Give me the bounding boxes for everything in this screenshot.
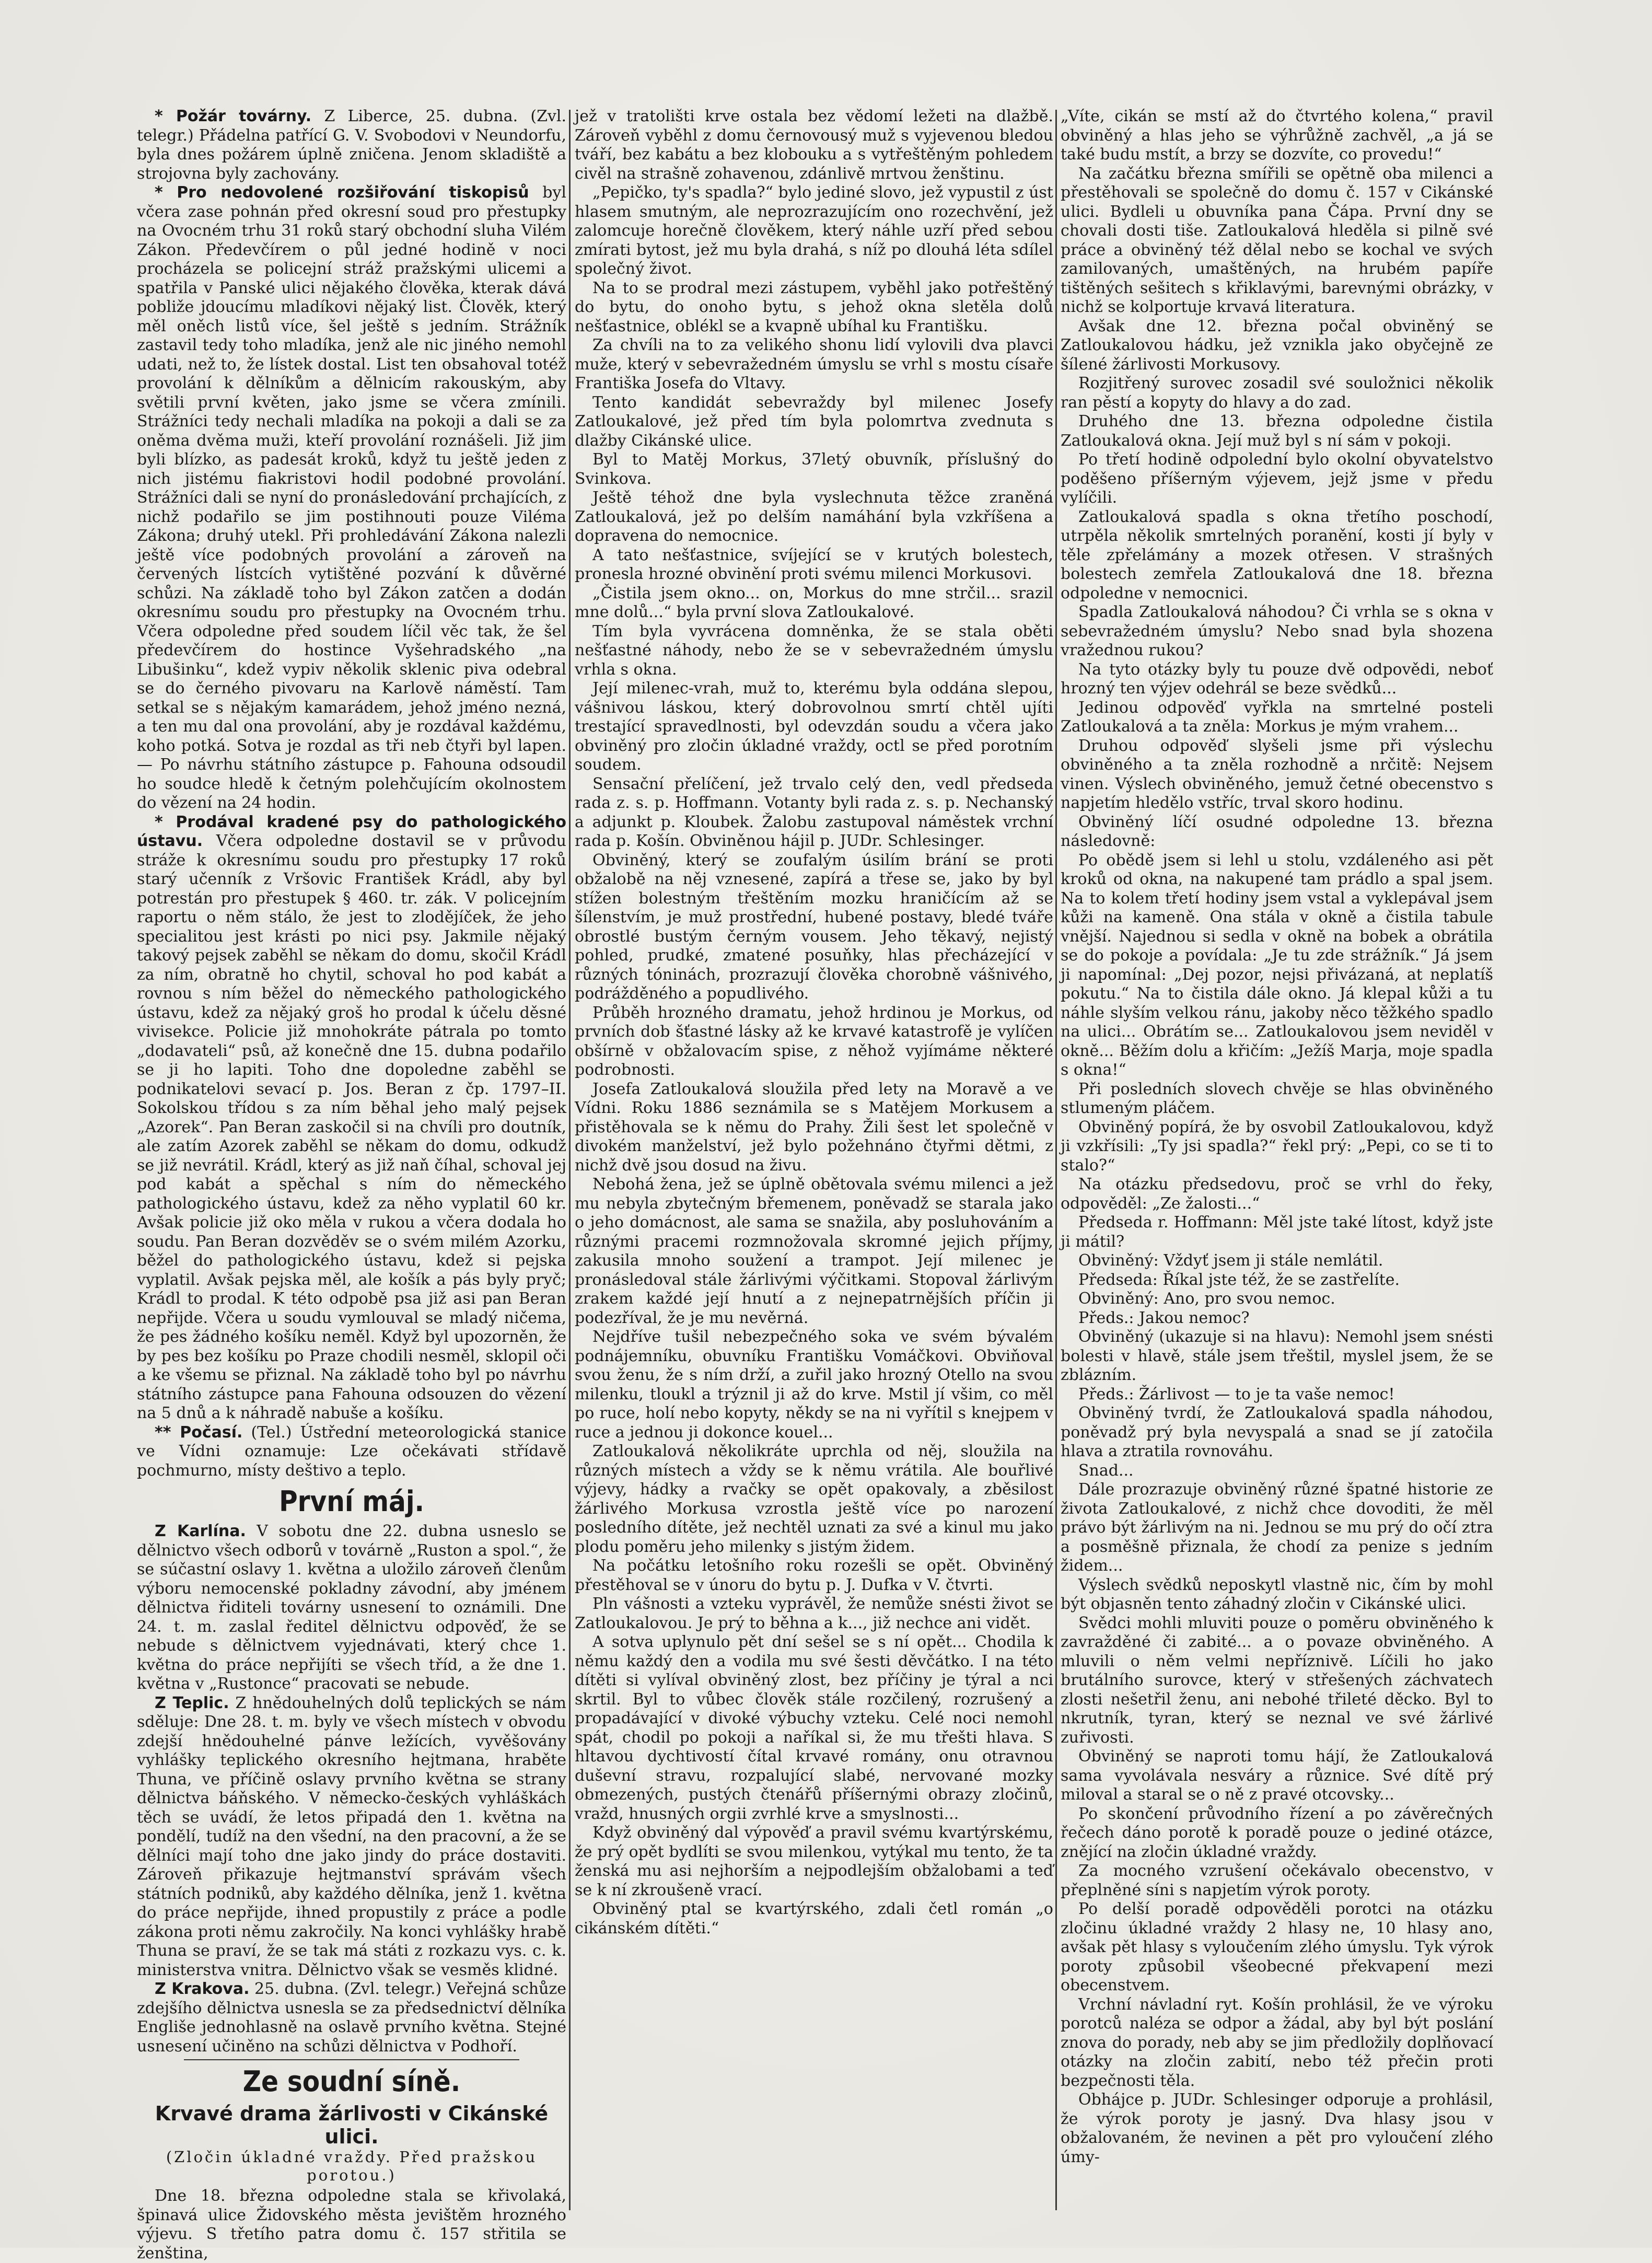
column-1 (137, 107, 567, 2262)
article-paragraph: Snad... (1078, 1461, 1134, 1480)
item-text: (Tel.) Ústřední meteorologická stanice ve Vídni oznamuje: Lze očekávati střídavě pochmurno, místy deštivo a teplo. (137, 1423, 567, 1480)
article-paragraph: Avšak dne 12. března počal obviněný se Zatloukalovou hádku, jež vznikla jako obyčejně ze šílené žárlivosti Morkusovy. (1061, 317, 1493, 374)
article-paragraph: Dne 18. března odpoledne stala se křivolaká, špinavá ulice Židovského města jevištěm hrozného výjevu. S třetího patra domu č. 157 střitila se ženština, (137, 2187, 566, 2262)
item-text: Z Liberce, 25. dubna. (Zvl. telegr.) Přádelna patřící G. V. Svobodovi v Neundorfu, byla dnes požárem úplně zničena. Jenom skladiště a strojovna byly zachovány. (137, 107, 566, 183)
article-paragraph: Obviněný tvrdí, že Zatloukalová spadla náhodou, poněvadž prý byla nevyspalá a snad se jí zatočila hlava a ztratila rovnováhu. (1061, 1404, 1493, 1460)
article-paragraph: Předs.: Žárlivost — to je ta vaše nemoc! (1078, 1385, 1395, 1403)
item-heading: ** Počasí. (155, 1423, 243, 1442)
news-item (137, 1694, 566, 1980)
article-paragraph: Na počátku letošního roku rozešli se opět. Obviněný přestěhoval se v únoru do bytu p. J. Dufka v V. čtvrti. (575, 1557, 1053, 1594)
article-paragraph: Obviněný, který se zoufalým úsilím brání se proti obžalobě na něj vznesené, zapírá a třese se, jako by byl stížen bolestným třeštěním mozku hraničícím až se šílenstvím, je muž prostřední, hubené postavy, bledé tváře obrostlé bustým černým vousem. Jeho těkavý, nejistý pohled, prudké, zmatené posuňky, hlas přecházející v různých tóninách, prozrazují člověka chorobně vášnivého, podrážděného a popudlivého. (575, 851, 1053, 1003)
article-paragraph: Obviněný líčí osudné odpoledne 13. března následovně: (1061, 813, 1493, 850)
item-text: Z hnědouhelných dolů teplických se nám sděluje: Dne 28. t. m. byly ve všech místech v obvodu zdejší hnědouhelné pánve ležících, vyvěšovány vyhlášky teplického okresního hejtmana, hraběte Thuna, ve příčině oslavy prvního května se strany dělnictva báňského. V německo-českých vyhláškách těch se uvádí, že letos připadá den 1. května na pondělí, tudíž na den všední, na den pracovní, a že se dělníci mají toho dne jako jindy do práce dostaviti. Zároveň přikazuje hejtmanství správám všech státních podniků, aby každého dělníka, jenž 1. května do práce nepřijde, ihned propustily z práce a podle zákona proti němu zakročily. Na konci vyhlášky hrabě Thuna se praví, že se tak má státi z rozkazu vys. c. k. ministerstva vnitra. Dělnictvo však se vesměs klidné. (137, 1693, 567, 1979)
article-paragraph: Obviněný (ukazuje si na hlavu): Nemohl jsem snésti bolesti v hlavě, stále jsem třeštil, myslel jsem, že se zblázním. (1061, 1328, 1493, 1384)
article-paragraph: Tento kandidát sebevraždy byl milenec Josefy Zatloukalové, jež před tím byla polomrtva zvednuta s dlažby Cikánské ulice. (575, 393, 1053, 450)
article-paragraph: Nebohá žena, jež se úplně obětovala svému milenci a jež mu nebyla zbytečným břemenem, poněvadž se starala jako o jeho domácnost, ale sama se snažila, aby posluhováním a různými pracemi rozmnožovala skromné jejich příjmy, zakusila mnoho soužení a trampot. Její milenec je pronásledoval stále žárlivými výčitkami. Stopoval žárlivým zrakem každé její hnutí a z nejnepatrnějších příčin ji podezříval, že je mu nevěrná. (575, 1175, 1053, 1327)
article-paragraph: Obviněný: Ano, pro svou nemoc. (1078, 1290, 1335, 1308)
article-paragraph: Průběh hrozného dramatu, jehož hrdinou je Morkus, od prvních dob šťastné lásky až ke krvavé katastrofě je vylíčen obšírně v obžalovacím spise, z něhož vyjímáme některé podrobnosti. (575, 1003, 1053, 1079)
section-divider (184, 2059, 519, 2060)
article-paragraph: „Čistila jsem okno... on, Morkus do mne strčil... srazil mne dolů...“ byla první slova Zatloukalové. (575, 584, 1053, 621)
news-item (137, 1522, 566, 1694)
item-text: V sobotu dne 22. dubna usneslo se dělnictvo všech odborů v továrně „Ruston a spol.“, že se súčastní oslavy 1. května a uložilo zároveň členům výboru nemocenské pokladny závodní, aby jménem dělnictva řiditeli továrny usnesení to oznámili. Dne 24. t. m. zaslal ředitel dělnictvu odpověď, že se nebude s dělnictvem vyjednávati, který chce 1. května do práce nepřijíti se všech tříd, a že dne 1. května v „Rustonce“ pracovati se nebude. (137, 1522, 566, 1693)
news-item (137, 1980, 566, 2056)
article-paragraph: A tato nešťastnice, svíjející se v krutých bolestech, pronesla hrozné obvinění proti svému milenci Morkusovi. (575, 546, 1053, 583)
item-heading: Z Krakova. (155, 1980, 250, 1998)
item-heading: * Pro nedovolené rozšiřování tiskopisů (155, 183, 529, 202)
article-paragraph: Byl to Matěj Morkus, 37letý obuvník, příslušný do Svinkova. (575, 450, 1053, 488)
article-paragraph: Zatloukalová několikráte uprchla od něj, sloužila na různých místech a vždy se k němu vrátila. Ale bouřlivé výjevy, hádky a rvačky se opět opakovaly, a zběsilost žárlivého Morkusa vzrostla ještě více po narození posledního dítěte, jež nechtěl uznati za své a kinul mu jako plodu poměru jeho milenky s jistým židem. (575, 1442, 1053, 1556)
news-item (137, 813, 566, 1423)
article-paragraph: Druhou odpověď slyšeli jsme při výslechu obviněného a ta zněla rozhodně a nrčitě: Nejsem vinen. Výslech obviněného, jemuž četné obecenstvo s napjetím hledělo vstříc, trval skoro hodinu. (1061, 736, 1493, 812)
article-paragraph: „Víte, cikán se mstí až do čtvrtého kolena,“ pravil obviněný a hlas jeho se výhrůžně zachvěl, „a já se také budu mstít, a brzy se dozvíte, co provedu!“ (1061, 107, 1493, 164)
article-paragraph: Když obviněný dal výpověď a pravil svému kvartýrskému, že prý opět bydlíti se svou milenkou, vytýkal mu tento, že ta ženská mu asi nejhorším a nejpodlejším obžalobami a teď se k ní zkroušeně vrací. (575, 1824, 1053, 1899)
article-paragraph: Svědci mohli mluviti pouze o poměru obviněného k zavražděné či zabité... a o povaze obviněného. A mluvili o něm velmi nepříznivě. Líčili ho jako brutálního surovce, který v střešených záchvatech zlosti nešetřil ženu, ani nebohé třileté děcko. Byl to nkrutník, tyran, který se neznal ve své žárlivé zuřivosti. (1061, 1614, 1493, 1747)
article-paragraph: Ještě téhož dne byla vyslechnuta těžce zraněná Zatloukalová, jež po delším namáhání byla vzkříšena a dopravena do nemocnice. (575, 489, 1053, 545)
article-paragraph: Výslech svědků neposkytl vlastně nic, čím by mohl být objasněn tento záhadný zločin v Cikánské ulici. (1061, 1575, 1493, 1613)
article-paragraph: Sensační přelíčení, jež trvalo celý den, vedl předseda rada z. s. p. Hoffmann. Votanty byli rada z. s. p. Nechanský a adjunkt p. Kloubek. Žalobu zastupoval náměstek vrchní rada p. Košín. Obviněnou hájil p. JUDr. Schlesinger. (575, 774, 1053, 850)
article-paragraph: A sotva uplynulo pět dní sešel se s ní opět... Chodila k němu každý den a vodila mu své šesti děvčátko. I na této dítěti si vylíval obviněný zlost, bez příčiny je týral a nci skrtil. Byl to vůbec člověk stále rozčilený, rozrušený a propadávající v divoké výbuchy vzteku. Celé noci nemohl spát, chodil po pokoji a naříkal si, že mu třešti hlava. S hltavou dychtivostí čítal krvavé romány, onu otravnou duševní stravu, rozpalující slabé, nervované mozky obmezených, pustých čtenářů příšernými obrazy zločinů, vražd, hnusných orgii zvrhlé krve a smyslnosti... (575, 1633, 1053, 1823)
section-title: Ze soudní síně. (242, 2065, 461, 2098)
article-paragraph: Spadla Zatloukalová náhodou? Či vrhla se s okna v sebevražedném úmyslu? Nebo snad byla shozena vražednou rukou? (1061, 603, 1493, 659)
news-item (137, 107, 566, 183)
news-item (137, 1423, 566, 1481)
article-paragraph: Předseda r. Hoffmann: Měl jste také lítost, když jste ji mátil? (1061, 1213, 1493, 1251)
article-paragraph: Obviněný: Vždyť jsem ji stále nemlátil. (1078, 1251, 1383, 1270)
article-paragraph: Po delší poradě odpověděli porotci na otázku zločinu úkladné vraždy 2 hlasy ne, 10 hlasy ano, avšak pět hlasy s vyloučením zlého úmyslu. Tyk výrok poroty způsobil všeobecné překvapení mezi obecenstvem. (1061, 1900, 1493, 1994)
article-paragraph: Jedinou odpověď vyřkla na smrtelné posteli Zatloukalová a ta zněla: Morkus je mým vrahem... (1061, 698, 1493, 736)
article-paragraph: Po třetí hodině odpolední bylo okolní obyvatelstvo poděšeno příšerným výjevem, jejž jsme v předu vylíčili. (1061, 450, 1493, 507)
article-paragraph: Obviněný ptal se kvartýrského, zdali četl román „o cikánském dítěti.“ (575, 1900, 1053, 1937)
article-paragraph: Při posledních slovech chvěje se hlas obviněného stlumeným pláčem. (1061, 1080, 1493, 1117)
article-paragraph: „Pepičko, ty's spadla?“ bylo jediné slovo, jež vypustil z úst hlasem smutným, ale neprozrazujícím ono rozechvění, jež zalomcuje horečně člověkem, který náhle uzří před sebou zmírati bytost, jež mu byla drahá, s níž po dlouhá léta sdílel společný život. (575, 183, 1053, 278)
article-paragraph: Její milenec-vrah, muž to, kterému byla oddána slepou, vášnivou láskou, který dobrovolnou smrtí chtěl ujíti trestající spravedlnosti, byl odevzdán soudu a včera jako obviněný pro zločin úkladné vraždy, octl se před porotním soudem. (575, 679, 1053, 774)
column-2 (575, 107, 1053, 2218)
article-paragraph: Na tyto otázky byly tu pouze dvě odpovědi, neboť hrozný ten výjev odehrál se beze svědků... (1061, 660, 1493, 698)
article-paragraph: Na začátku března smířili se opětně oba milenci a přestěhovali se společně do domu č. 157 v Cikánské ulici. Bydleli u obuvníka pana Čápa. První dny se chovali dosti tiše. Zatloukalová hleděla si pilně své práce a obviněný též dělal nebo se kochal ve svých zamilovaných, umaštěných, na hrubém papíře tištěných sešitech s křiklavými, barevnými obrázky, v nichž se kolportuje krvavá literatura. (1061, 164, 1493, 316)
column-rule (569, 110, 571, 2210)
item-text: byl včera zase pohnán před okresní soud pro přestupky na Ovocném trhu 31 roků starý obchodní sluha Vilém Zákon. Předevčírem o půl jedné hodině v noci procházela se policejní stráž pražskými ulicemi a spatřila v Panské ulici nějakého člověka, kterak dává pobliže jdoucímu mladíkovi nějaký list. Člověk, který měl oněch listů více, šel ještě s jedním. Strážník zastavil tedy toho mladíka, jenž ale nic jiného nemohl udati, než to, že lístek dostal. List ten obsahoval totéž provolání k dělníkům a dělnicím rakouským, aby světili první květen, jako jsme se včera zmínili. Strážníci tedy nechali mladíka na pokoji a dali se za oněma dvěma muži, kteří provolání roznášeli. Již jim byli blízko, as padesát kroků, když tu ještě jeden z nich jistému fiakristovi hodil podobné provolání. Strážníci dali se nyní do pronásledování prchajících, z nichž podařilo se jim postihnouti pouze Viléma Zákona; druhý utekl. Při prohledávání Zákona nalezli ještě více podobných provolání a zároveň na červených lístcích vytištěné pozvání k důvěrné schůzi. Na základě toho byl Zákon zatčen a dodán okresnímu soudu pro přestupky na Ovocném trhu. Včera odpoledne před soudem líčil věc tak, že šel předevčírem do hostince Vyšehradského „na Libušinku“, kdež vypiv několik sklenic piva odebral se do černého pivovaru na Karlově náměstí. Tam setkal se s nějakým kamarádem, jehož jméno nezná, a ten mu dal ona provolání, aby je rozdával každému, koho potká. Sotva je rozdal as tři neb čtyři byl lapen. — Po návrhu státního zástupce p. Fahouna odsoudil ho soudce hledě k četným polehčujícím okolnostem do vězení na 24 hodin. (137, 183, 566, 812)
section-title: První máj. (279, 1485, 424, 1518)
article-paragraph: Rozjitřený surovec zosadil své souložnici několik ran pěstí a kopyty do hlavy a do zad. (1061, 374, 1493, 412)
article-paragraph: Po skončení průvodního řízení a po závěrečných řečech dáno porotě k poradě pouze o jediné otázce, znějící na zločin úkladné vraždy. (1061, 1804, 1493, 1861)
article-paragraph: Druhého dne 13. března odpoledne čistila Zatloukalová okna. Její muž byl s ní sám v pokoji. (1061, 412, 1493, 450)
article-paragraph: Na otázku předsedovu, proč se vrhl do řeky, odpověděl: „Ze žalosti...“ (1061, 1175, 1493, 1213)
article-paragraph: Pln vášnosti a vzteku vyprávěl, že nemůže snésti život se Zatloukalovou. Je prý to běhna a k..., již nechce ani vidět. (575, 1595, 1053, 1632)
news-item (137, 183, 566, 813)
article-paragraph: Předseda: Říkal jste též, že se zastřelíte. (1078, 1270, 1400, 1289)
item-heading: Z Karlína. (155, 1522, 246, 1540)
article-paragraph: Po obědě jsem si lehl u stolu, vzdáleného asi pět kroků od okna, na nakupené tam prádlo a spal jsem. Na to kolem třetí hodiny jsem vstal a vyklepával jsem kůži na kameně. Ona stála v okně a čistila tabule vnější. Najednou si sedla v okně na bobek a obrátila se do pokoje a povídala: „Je tu zde strážník.“ Já jsem ji napomínal: „Dej pozor, nejsi přivázaná, at neplatíš pokutu.“ Na to čistila dále okno. Já klepal kůži a tu náhle slyším velkou ránu, jakoby něco těžkého spadlo na ulici... Obrátím se... Zatloukalovou jsem neviděl v okně... Běžím dolu a křičím: „Ježíš Marja, moje spadla s okna!“ (1061, 851, 1493, 1079)
article-paragraph: Vrchní návladní ryt. Košín prohlásil, že ve výroku porotců naléza se odpor a žádal, aby byl být poslání znova do porady, neb aby se jim předložily doplňovací otázky na zločin zabití, nebo též přečin proti bezpečnosti těla. (1061, 1995, 1493, 2090)
article-paragraph: Dále prozrazuje obviněný různé špatné historie ze života Zatloukalové, z nichž chce dovoditi, že měl právo být žárlivým na ni. Jednou se mu prý do očí ztra a posměšně přiznala, že chodí za penize s jedním židem... (1061, 1480, 1493, 1575)
article-paragraph: Obviněný se naproti tomu hájí, že Zatloukalová sama vyvolávala nesváry a různice. Své dítě prý miloval a staral se o ně z pravé otcovsky... (1061, 1747, 1493, 1804)
article-paragraph: Zatloukalová spadla s okna třetího poschodí, utrpěla několik smrtelných poranění, kosti jí byly v těle zpřelámány a mozek otřesen. V strašných bolestech zemřela Zatloukalová dne 18. března odpoledne v nemocnici. (1061, 507, 1493, 602)
article-paragraph: Obhájce p. JUDr. Schlesinger odporuje a prohlásil, že výrok poroty je jasný. Dva hlasy jsou v obžalovaném, že nevinen a pět pro vyloučení zlého úmy- (1061, 2091, 1493, 2166)
item-heading: * Požár továrny. (155, 107, 312, 125)
article-subtitle: (Zločin úkladné vraždy. Před pražskou porotou.) (166, 2148, 538, 2184)
article-paragraph: Nejdříve tušil nebezpečného soka ve svém bývalém podnájemníku, obuvníku Františku Vomáčkovi. Obviňoval svou ženu, že s ním drží, a zuřil jako hrozný Otello na svou milenku, tloukl a trýznil ji až do krve. Mstil jí všim, co měl po ruce, holí nebo kopyty, někdy se na ni vyřítil s knejpem v ruce a jednou ji dokonce kouel... (575, 1328, 1053, 1442)
item-text: 25. dubna. (Zvl. telegr.) Veřejná schůze zdejšího dělnictva usnesla se za předsednictví dělníka Engliše jednohlasně na oslavě prvního května. Stejné usnesení učiněno na schůzi dělnictva v Podhoří. (137, 1980, 566, 2056)
article-paragraph: Za chvíli na to za velikého shonu lidí vylovili dva plavci muže, který v sebevražedném úmyslu se vrhl s mostu císaře Františka Josefa do Vltavy. (575, 336, 1053, 392)
column-rule (1055, 110, 1057, 2210)
item-heading: * Prodával kradené psy do pathologického ústavu. (137, 813, 566, 850)
item-heading: Z Teplic. (155, 1693, 229, 1712)
item-text: Včera odpoledne dostavil se v průvodu stráže k okresnímu soudu pro přestupky 17 roků starý učenník z Vršovic František Krádl, aby byl potrestán pro přestupek § 460. tr. zák. V policejním raportu o něm stálo, že jest to zlodějíček, že jeho specialitou jest krásti po nici psy. Jakmile nějaký takový pejsek zaběhl se někam do domu, skočil Krádl za ním, obratně ho chytil, schoval ho pod kabát a rovnou s ním běžel do německého pathologického ústavu, kdež za nějaký groš ho prodal k účelu děsné vivisekce. Policie již mnohokráte pátrala po tomto „dodavateli“ psů, až konečně dne 15. dubna podařilo se ji ho lapiti. Toho dne dopoledne zaběhl se podnikatelovi sevací p. Jos. Beran z čp. 1797–II. Sokolskou třídou s za ním běhal jeho malý pejsek „Azorek“. Pan Beran zaskočil si na chvíli pro doutník, ale zatím Azorek zaběhl se někam do domu, odkudž se již nevrátil. Krádl, který as již naň číhal, schoval jej pod kabát a spěchal s ním do německého pathologického ústavu, kdež za něho vyplatil 60 kr. Avšak policie již oko měla v rukou a včera dodala ho soudu. Pan Beran dozvěděv se o svém milém Azorku, běžel do pathologického ústavu, kdež si pejska vyplatil. Avšak pejska měl, ale košík a pás byly pryč; Krádl to prodal. K této odpobě psa již asi pan Beran nepřijde. Včera u soudu vymlouval se mladý ničema, že pes žádného košíku neměl. Když byl upozorněn, že by pes bez košíku po Praze chodili nesměl, sklopil oči a ke všemu se přiznal. Na základě toho byl po návrhu státního zástupce pana Fahouna odsouzen do vězení na 5 dnů a k náhradě nabuše a košíku. (137, 832, 566, 1422)
article-paragraph: Obviněný popírá, že by osvobil Zatloukalovou, když ji vzkřísili: „Ty jsi spadla?“ řekl prý: „Pepi, co se ti to stalo?“ (1061, 1118, 1493, 1175)
article-paragraph: Josefa Zatloukalová sloužila před lety na Moravě a ve Vídni. Roku 1886 seznámila se s Matějem Morkusem a přistěhovala se k němu do Prahy. Žili šest let společně v divokém manželství, jež bylo požehnáno čtyřmi dětmi, z nichž dvě jsou dosud na živu. (575, 1080, 1053, 1175)
column-3 (1061, 107, 1493, 2218)
article-paragraph: Na to se prodral mezi zástupem, vyběhl jako potřeštěný do bytu, do onoho bytu, s jehož okna sletěla dolů nešťastnice, oblékl se a kvapně ubíhal ku Františku. (575, 278, 1053, 335)
article-paragraph: Předs.: Jakou nemoc? (1078, 1308, 1250, 1327)
article-paragraph: Tím byla vyvrácena domněnka, že se stala oběti nešťastné náhody, nebo že se v sebevražedném úmyslu vrhla s okna. (575, 622, 1053, 679)
article-paragraph: Za mocného vzrušení očekávalo obecenstvo, v přeplněné síni s napjetím výrok poroty. (1061, 1862, 1493, 1899)
article-paragraph: jež v tratolišti krve ostala bez vědomí ležeti na dlažbě. Zároveň vyběhl z domu černovousý muž s vyjevenou bledou tváří, bez kabátu a bez klobouku a s vytřeštěným pohledem civěl na strašně zohavenou, zdánlivě mrtvou ženštinu. (575, 107, 1053, 183)
article-headline: Krvavé drama žárlivosti v Cikánské ulici. (155, 2102, 549, 2148)
